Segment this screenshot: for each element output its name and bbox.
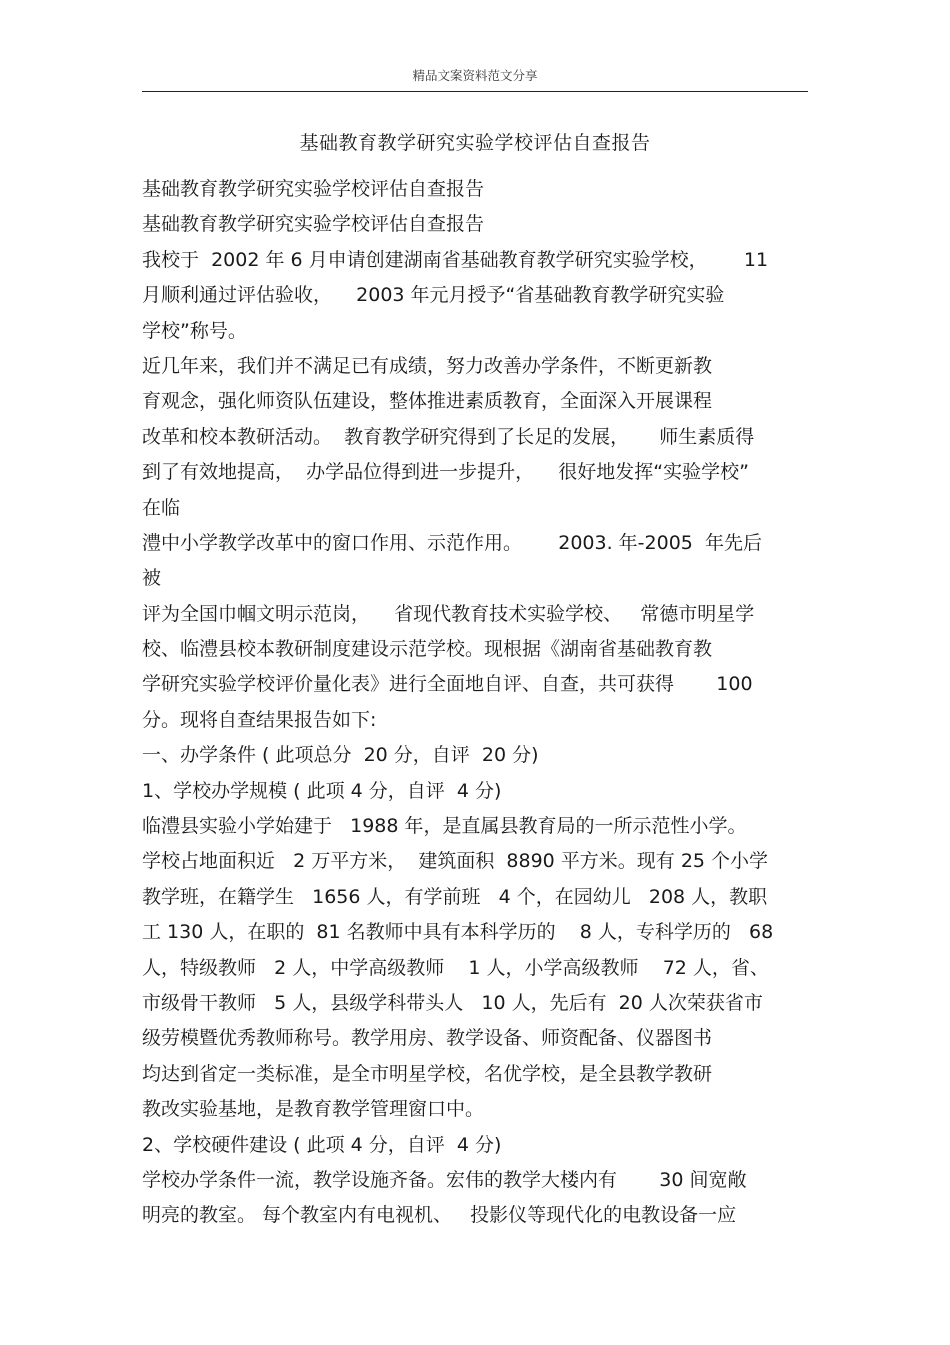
body-line: 临澧县实验小学始建于 1988 年，是直属县教育局的一所示范性小学。 [142,815,747,838]
body-line: 基础教育教学研究实验学校评估自查报告 [142,178,485,200]
body-line: 学研究实验学校评价量化表》进行全面地自评、自查，共可获得 100 [142,673,753,696]
body-line: 人，特级教师 2 人，中学高级教师 1 人，小学高级教师 72 人，省、 [142,956,769,979]
body-line: 育观念，强化师资队伍建设，整体推进素质教育，全面深入开展课程 [142,390,713,413]
body-line: 评为全国巾帼文明示范岗， 省现代教育技术实验学校、 常德市明星学 [142,602,755,625]
body-line: 分。现将自查结果报告如下: [142,708,377,731]
body-line: 学校办学条件一流，教学设施齐备。宏伟的教学大楼内有 30 间宽敞 [142,1168,747,1191]
body-line: 市级骨干教师 5 人，县级学科带头人 10 人，先后有 20 人次荣获省市 [142,991,763,1014]
body-line: 月顺利通过评估验收， 2003 年元月授予“省基础教育教学研究实验 [142,284,725,307]
document-title: 基础教育教学研究实验学校评估自查报告 [299,132,651,154]
header-divider [142,91,808,92]
body-line: 学校”称号。 [142,319,247,342]
body-line: 教学班，在籍学生 1656 人，有学前班 4 个，在园幼儿 208 人，教职 [142,885,768,908]
page-header: 精品文案资料范文分享 [412,68,538,83]
subsection-heading: 2、学校硬件建设 ( 此项 4 分，自评 4 分) [142,1133,502,1156]
body-line: 均达到省定一类标准，是全市明星学校，名优学校，是全县教学教研 [142,1062,713,1085]
body-line: 到了有效地提高， 办学品位得到进一步提升， 很好地发挥“实验学校” [142,461,749,484]
body-line: 基础教育教学研究实验学校评估自查报告 [142,213,485,236]
body-line: 澧中小学教学改革中的窗口作用、示范作用。 2003. 年-2005 年先后 [142,531,762,554]
body-line: 级劳模暨优秀教师称号。教学用房、教学设备、师资配备、仪器图书 [142,1027,713,1050]
body-line: 我校于 2002 年 6 月申请创建湖南省基础教育教学研究实验学校， 11 [142,248,769,271]
body-line: 被 [142,567,162,590]
body-line: 教改实验基地，是教育教学管理窗口中。 [142,1098,485,1121]
body-line: 在临 [142,496,181,519]
section-heading: 一、办学条件 ( 此项总分 20 分，自评 20 分) [142,744,539,767]
body-line: 工 130 人，在职的 81 名教师中具有本科学历的 8 人，专科学历的 68 [142,921,774,944]
body-line: 明亮的教室。 每个教室内有电视机、 投影仪等现代化的电教设备一应 [142,1204,737,1227]
body-line: 校、临澧县校本教研制度建设示范学校。现根据《湖南省基础教育教 [142,638,713,661]
body-line: 改革和校本教研活动。 教育教学研究得到了长足的发展， 师生素质得 [142,425,755,448]
subsection-heading: 1、学校办学规模 ( 此项 4 分，自评 4 分) [142,779,502,802]
body-line: 近几年来，我们并不满足已有成绩，努力改善办学条件，不断更新教 [142,354,713,377]
document-body [142,172,808,1234]
body-line: 学校占地面积近 2 万平方米， 建筑面积 8890 平方米。现有 25 个小学 [142,850,769,873]
